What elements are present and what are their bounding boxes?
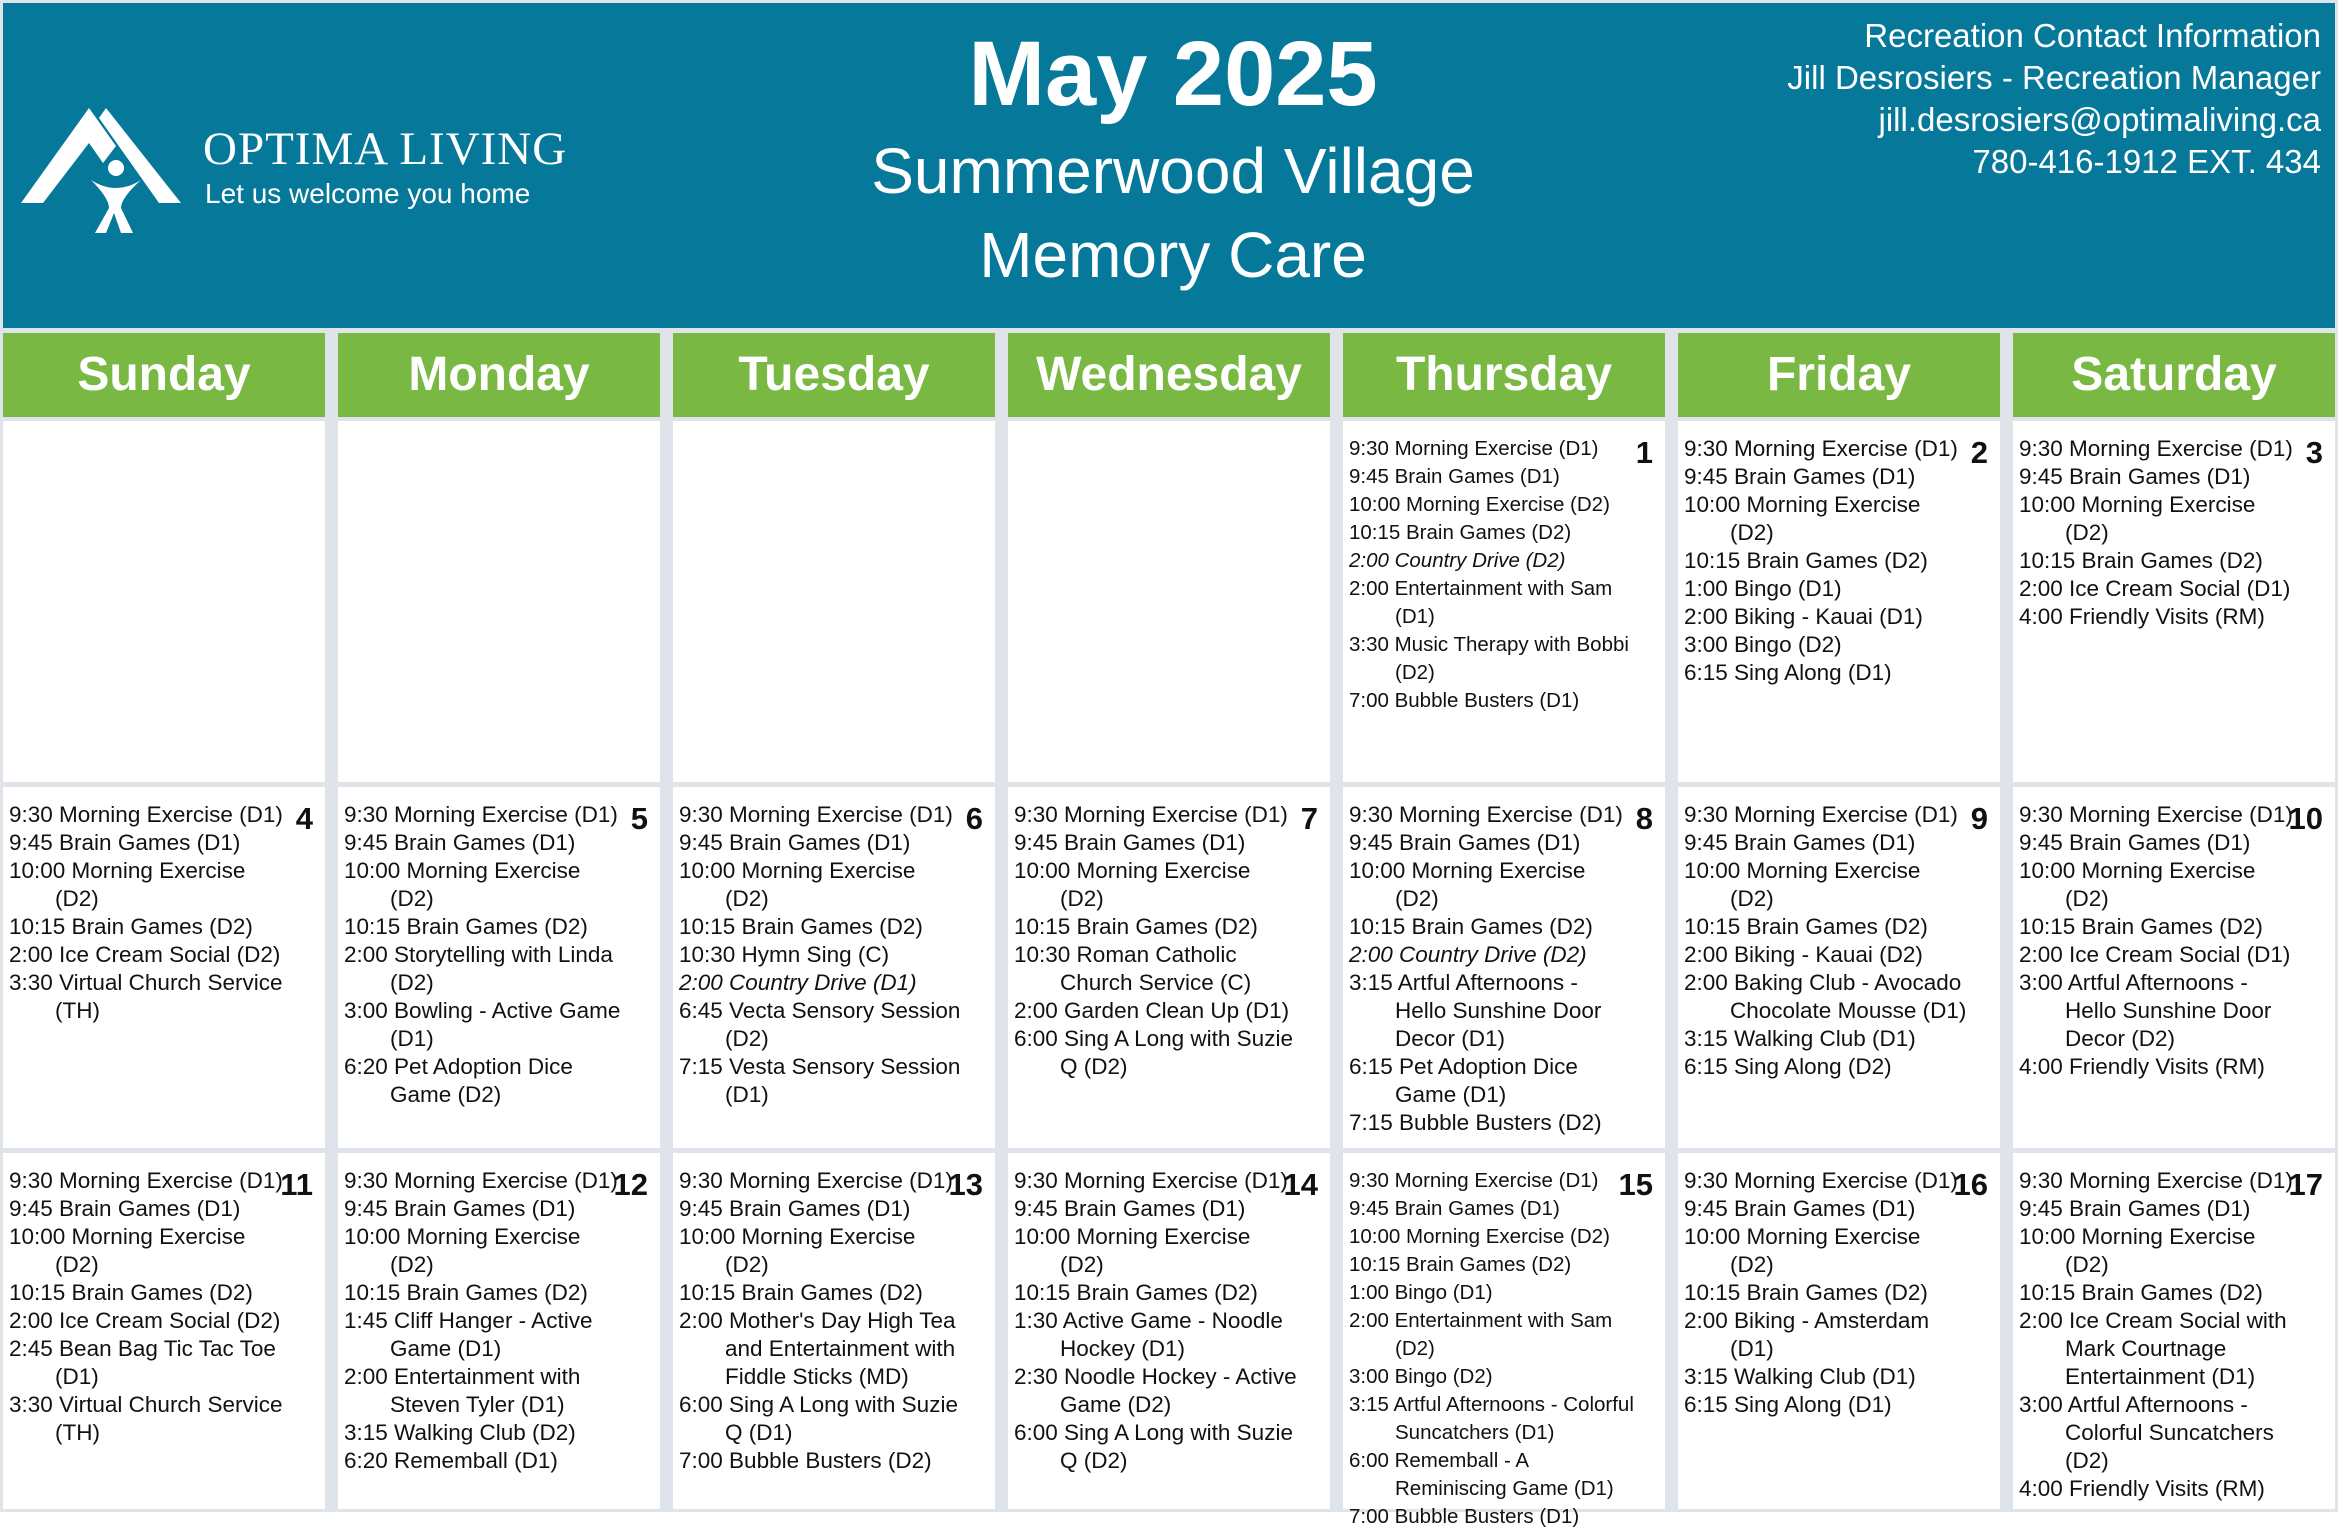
program-name: Memory Care — [979, 219, 1367, 291]
event-item: 9:45 Brain Games (D1) — [2019, 830, 2251, 855]
event-item: 9:45 Brain Games (D1) — [344, 830, 576, 855]
event-item: 2:00 Biking - Amsterdam (D1) — [1684, 1308, 1930, 1361]
event-item: 9:30 Morning Exercise (D1) — [2019, 436, 2293, 461]
day-cell-9 — [1678, 787, 2000, 1148]
event-item: 6:00 Rememball - A Reminiscing Game (D1) — [1349, 1449, 1614, 1500]
event-item: 10:15 Brain Games (D2) — [679, 1280, 923, 1305]
event-list — [2019, 435, 2305, 631]
event-item: 2:00 Biking - Kauai (D1) — [1684, 604, 1923, 629]
weekday-header-row — [0, 333, 2338, 417]
event-item: 9:30 Morning Exercise (D1) — [1349, 802, 1623, 827]
event-item: 9:30 Morning Exercise (D1) — [344, 1168, 618, 1193]
event-item: 10:00 Morning Exercise (D2) — [1684, 492, 1921, 545]
event-item: 10:00 Morning Exercise (D2) — [1684, 1224, 1921, 1277]
event-item: 6:20 Rememball (D1) — [344, 1448, 558, 1473]
event-item: 10:15 Brain Games (D2) — [344, 914, 588, 939]
house-figure-icon — [21, 108, 191, 233]
event-item: 3:00 Bingo (D2) — [1684, 632, 1842, 657]
event-item: 9:45 Brain Games (D1) — [1684, 830, 1916, 855]
event-item: 2:00 Biking - Kauai (D2) — [1684, 942, 1923, 967]
day-header-monday: Monday — [338, 333, 660, 417]
event-item: 3:15 Walking Club (D2) — [344, 1420, 576, 1445]
event-item: 7:15 Bubble Busters (D2) — [1349, 1110, 1602, 1135]
event-item: 2:00 Ice Cream Social (D1) — [2019, 576, 2291, 601]
event-item: 9:45 Brain Games (D1) — [679, 830, 911, 855]
date-number: 17 — [2288, 1167, 2323, 1202]
event-list — [1684, 1167, 1970, 1419]
event-item: 6:20 Pet Adoption Dice Game (D2) — [344, 1054, 573, 1107]
event-item: 3:15 Walking Club (D1) — [1684, 1364, 1916, 1389]
event-item: 10:30 Hymn Sing (C) — [679, 942, 890, 967]
day-header-wednesday: Wednesday — [1008, 333, 1330, 417]
event-list — [1349, 1167, 1635, 1531]
optima-living-logo — [21, 108, 581, 238]
event-item: 9:45 Brain Games (D1) — [2019, 1196, 2251, 1221]
event-item: 10:15 Brain Games (D2) — [679, 914, 923, 939]
event-item: 10:15 Brain Games (D2) — [9, 1280, 253, 1305]
event-item: 2:00 Ice Cream Social with Mark Courtnage Entertainment (D1) — [2019, 1308, 2287, 1389]
event-item: 9:30 Morning Exercise (D1) — [344, 802, 618, 827]
event-item: 2:00 Entertainment with Steven Tyler (D1) — [344, 1364, 581, 1417]
event-list — [679, 1167, 965, 1475]
event-item: 9:30 Morning Exercise (D1) — [1684, 802, 1958, 827]
event-item: 10:15 Brain Games (D2) — [2019, 548, 2263, 573]
event-item: 10:15 Brain Games (D2) — [1349, 914, 1593, 939]
event-item: 9:30 Morning Exercise (D1) — [2019, 1168, 2293, 1193]
event-item: 9:30 Morning Exercise (D1) — [1349, 1169, 1599, 1192]
event-item: 9:30 Morning Exercise (D1) — [9, 802, 283, 827]
event-item: 9:45 Brain Games (D1) — [1349, 465, 1560, 488]
community-name: Summerwood Village — [871, 135, 1475, 207]
event-item: 9:30 Morning Exercise (D1) — [9, 1168, 283, 1193]
event-item: 9:30 Morning Exercise (D1) — [1684, 1168, 1958, 1193]
event-item: 9:45 Brain Games (D1) — [1684, 1196, 1916, 1221]
event-item: 10:00 Morning Exercise (D2) — [9, 1224, 246, 1277]
day-header-thursday: Thursday — [1343, 333, 1665, 417]
date-number: 2 — [1970, 435, 1988, 470]
event-item: 3:00 Artful Afternoons - Hello Sunshine Door Decor (D2) — [2019, 970, 2272, 1051]
event-item: 1:45 Cliff Hanger - Active Game (D1) — [344, 1308, 593, 1361]
event-item: 10:00 Morning Exercise (D2) — [679, 1224, 916, 1277]
event-item: 9:45 Brain Games (D1) — [9, 830, 241, 855]
event-item: 6:00 Sing A Long with Suzie Q (D1) — [679, 1392, 958, 1445]
event-item: 9:45 Brain Games (D1) — [1014, 1196, 1246, 1221]
event-item: 2:45 Bean Bag Tic Tac Toe (D1) — [9, 1336, 276, 1389]
event-list — [1349, 435, 1635, 715]
day-header-friday: Friday — [1678, 333, 2000, 417]
day-cell-17 — [2013, 1153, 2335, 1509]
event-item: 7:00 Bubble Busters (D1) — [1349, 689, 1580, 712]
contact-phone: 780-416-1912 EXT. 434 — [1972, 143, 2321, 180]
date-number: 10 — [2288, 801, 2323, 836]
event-item: 10:00 Morning Exercise (D2) — [1014, 1224, 1251, 1277]
event-list — [1349, 801, 1635, 1137]
event-list — [1014, 1167, 1300, 1475]
event-item: 10:15 Brain Games (D2) — [1684, 914, 1928, 939]
day-cell-6 — [673, 787, 995, 1148]
event-list — [9, 1167, 295, 1447]
event-item: 10:15 Brain Games (D2) — [1684, 548, 1928, 573]
event-item: 2:00 Entertainment with Sam (D2) — [1349, 1309, 1613, 1360]
event-item: 9:30 Morning Exercise (D1) — [1684, 436, 1958, 461]
day-cell-14 — [1008, 1153, 1330, 1509]
event-item: 6:45 Vecta Sensory Session (D2) — [679, 998, 961, 1051]
event-item: 3:00 Artful Afternoons - Colorful Suncatchers (D2) — [2019, 1392, 2274, 1473]
event-list — [2019, 801, 2305, 1081]
event-item: 2:30 Noodle Hockey - Active Game (D2) — [1014, 1364, 1297, 1417]
event-item: 1:30 Active Game - Noodle Hockey (D1) — [1014, 1308, 1283, 1361]
event-item: 1:00 Bingo (D1) — [1684, 576, 1842, 601]
event-item: 10:15 Brain Games (D2) — [344, 1280, 588, 1305]
event-item: 10:00 Morning Exercise (D2) — [1349, 493, 1610, 516]
event-item: 2:00 Ice Cream Social (D1) — [2019, 942, 2291, 967]
day-cell-1 — [1343, 421, 1665, 782]
event-item: 10:00 Morning Exercise (D2) — [2019, 492, 2256, 545]
event-item: 9:30 Morning Exercise (D1) — [679, 1168, 953, 1193]
empty-day-cell — [338, 421, 660, 782]
event-item: 10:00 Morning Exercise (D2) — [2019, 858, 2256, 911]
day-cell-15 — [1343, 1153, 1665, 1528]
event-item: 9:30 Morning Exercise (D1) — [679, 802, 953, 827]
event-item: 10:00 Morning Exercise (D2) — [1014, 858, 1251, 911]
event-item: 9:30 Morning Exercise (D1) — [1349, 437, 1599, 460]
event-item: 9:45 Brain Games (D1) — [679, 1196, 911, 1221]
event-item: 7:15 Vesta Sensory Session (D1) — [679, 1054, 961, 1107]
event-item: 10:00 Morning Exercise (D2) — [1349, 858, 1586, 911]
event-list — [344, 801, 630, 1109]
event-item: 9:45 Brain Games (D1) — [1014, 830, 1246, 855]
event-item: 10:15 Brain Games (D2) — [2019, 1280, 2263, 1305]
event-item: 6:15 Pet Adoption Dice Game (D1) — [1349, 1054, 1578, 1107]
event-item: 1:00 Bingo (D1) — [1349, 1281, 1493, 1304]
event-item: 2:00 Garden Clean Up (D1) — [1014, 998, 1290, 1023]
event-item: 10:00 Morning Exercise (D2) — [9, 858, 246, 911]
date-number: 4 — [295, 801, 313, 836]
day-cell-10 — [2013, 787, 2335, 1148]
date-number: 1 — [1635, 435, 1653, 470]
event-item: 10:15 Brain Games (D2) — [1349, 521, 1572, 544]
event-item: 3:30 Virtual Church Service (TH) — [9, 1392, 283, 1445]
event-item: 10:15 Brain Games (D2) — [1684, 1280, 1928, 1305]
date-number: 7 — [1300, 801, 1318, 836]
day-header-saturday: Saturday — [2013, 333, 2335, 417]
event-item: 9:45 Brain Games (D1) — [9, 1196, 241, 1221]
event-item: 7:00 Bubble Busters (D2) — [679, 1448, 932, 1473]
empty-day-cell — [1008, 421, 1330, 782]
event-item: 4:00 Friendly Visits (RM) — [2019, 604, 2265, 629]
event-item: 3:30 Music Therapy with Bobbi (D2) — [1349, 633, 1629, 684]
event-item: 10:15 Brain Games (D2) — [9, 914, 253, 939]
empty-day-cell — [673, 421, 995, 782]
event-item: 10:30 Roman Catholic Church Service (C) — [1014, 942, 1252, 995]
event-item: 4:00 Friendly Visits (RM) — [2019, 1476, 2265, 1501]
event-item: 2:00 Country Drive (D2) — [1349, 942, 1587, 967]
header-banner — [3, 3, 2335, 328]
event-item: 6:15 Sing Along (D1) — [1684, 660, 1892, 685]
event-item: 10:15 Brain Games (D2) — [1014, 1280, 1258, 1305]
day-header-sunday: Sunday — [3, 333, 325, 417]
day-cell-12 — [338, 1153, 660, 1509]
event-item: 10:15 Brain Games (D2) — [1349, 1253, 1572, 1276]
date-number: 5 — [630, 801, 648, 836]
date-number: 11 — [280, 1167, 313, 1202]
event-item: 2:00 Baking Club - Avocado Chocolate Mousse (D1) — [1684, 970, 1967, 1023]
day-cell-2 — [1678, 421, 2000, 782]
event-item: 9:45 Brain Games (D1) — [1349, 830, 1581, 855]
event-item: 7:00 Bubble Busters (D1) — [1349, 1505, 1580, 1528]
date-number: 13 — [948, 1167, 983, 1202]
event-item: 9:30 Morning Exercise (D1) — [1014, 802, 1288, 827]
event-item: 10:00 Morning Exercise (D2) — [679, 858, 916, 911]
day-cell-7 — [1008, 787, 1330, 1148]
event-item: 9:45 Brain Games (D1) — [1349, 1197, 1560, 1220]
event-item: 3:15 Artful Afternoons - Hello Sunshine Door Decor (D1) — [1349, 970, 1602, 1051]
event-item: 10:00 Morning Exercise (D2) — [1684, 858, 1921, 911]
day-cell-11 — [3, 1153, 325, 1509]
event-item: 2:00 Mother's Day High Tea and Entertainment with Fiddle Sticks (MD) — [679, 1308, 956, 1389]
day-cell-8 — [1343, 787, 1665, 1148]
event-item: 6:00 Sing A Long with Suzie Q (D2) — [1014, 1420, 1293, 1473]
event-list — [1684, 435, 1970, 687]
date-number: 15 — [1618, 1167, 1653, 1202]
event-item: 10:15 Brain Games (D2) — [1014, 914, 1258, 939]
day-cell-3 — [2013, 421, 2335, 782]
event-item: 9:45 Brain Games (D1) — [344, 1196, 576, 1221]
event-item: 9:45 Brain Games (D1) — [2019, 464, 2251, 489]
logo-tagline: Let us welcome you home — [205, 178, 531, 209]
event-item: 10:00 Morning Exercise (D2) — [1349, 1225, 1610, 1248]
day-cell-13 — [673, 1153, 995, 1509]
event-item: 9:45 Brain Games (D1) — [1684, 464, 1916, 489]
date-number: 12 — [613, 1167, 648, 1202]
event-item: 9:30 Morning Exercise (D1) — [2019, 802, 2293, 827]
event-item: 4:00 Friendly Visits (RM) — [2019, 1054, 2265, 1079]
contact-email[interactable]: jill.desrosiers@optimaliving.ca — [1878, 101, 2321, 138]
event-item: 2:00 Country Drive (D1) — [679, 970, 917, 995]
event-item: 2:00 Entertainment with Sam (D1) — [1349, 577, 1613, 628]
event-item: 3:00 Bingo (D2) — [1349, 1365, 1493, 1388]
event-item: 6:15 Sing Along (D1) — [1684, 1392, 1892, 1417]
title-block — [603, 19, 1743, 297]
date-number: 16 — [1953, 1167, 1988, 1202]
event-item: 9:30 Morning Exercise (D1) — [1014, 1168, 1288, 1193]
day-cell-16 — [1678, 1153, 2000, 1509]
day-cell-4 — [3, 787, 325, 1148]
date-number: 6 — [965, 801, 983, 836]
date-number: 8 — [1635, 801, 1653, 836]
date-number: 14 — [1283, 1167, 1318, 1202]
event-list — [679, 801, 965, 1109]
event-item: 10:15 Brain Games (D2) — [2019, 914, 2263, 939]
event-list — [1684, 801, 1970, 1081]
event-item: 2:00 Ice Cream Social (D2) — [9, 1308, 281, 1333]
event-item: 6:00 Sing A Long with Suzie Q (D2) — [1014, 1026, 1293, 1079]
date-number: 9 — [1970, 801, 1988, 836]
month-title: May 2025 — [968, 23, 1378, 125]
event-item: 3:30 Virtual Church Service (TH) — [9, 970, 283, 1023]
event-item: 10:00 Morning Exercise (D2) — [344, 1224, 581, 1277]
event-item: 2:00 Storytelling with Linda (D2) — [344, 942, 613, 995]
event-item: 2:00 Ice Cream Social (D2) — [9, 942, 281, 967]
contact-heading: Recreation Contact Information — [1864, 17, 2321, 54]
event-item: 6:15 Sing Along (D2) — [1684, 1054, 1892, 1079]
event-item: 3:15 Walking Club (D1) — [1684, 1026, 1916, 1051]
event-item: 3:00 Bowling - Active Game (D1) — [344, 998, 621, 1051]
day-cell-5 — [338, 787, 660, 1148]
event-item: 3:15 Artful Afternoons - Colorful Suncatchers (D1) — [1349, 1393, 1634, 1444]
empty-day-cell — [3, 421, 325, 782]
contact-info — [1787, 15, 2321, 183]
event-item: 2:00 Country Drive (D2) — [1349, 549, 1566, 572]
event-list — [1014, 801, 1300, 1081]
event-list — [344, 1167, 630, 1475]
contact-manager: Jill Desrosiers - Recreation Manager — [1787, 59, 2321, 96]
day-header-tuesday: Tuesday — [673, 333, 995, 417]
event-list — [9, 801, 295, 1025]
date-number: 3 — [2305, 435, 2323, 470]
logo-name: OPTIMA LIVING — [203, 123, 568, 175]
event-list — [2019, 1167, 2305, 1503]
event-item: 10:00 Morning Exercise (D2) — [2019, 1224, 2256, 1277]
event-item: 10:00 Morning Exercise (D2) — [344, 858, 581, 911]
